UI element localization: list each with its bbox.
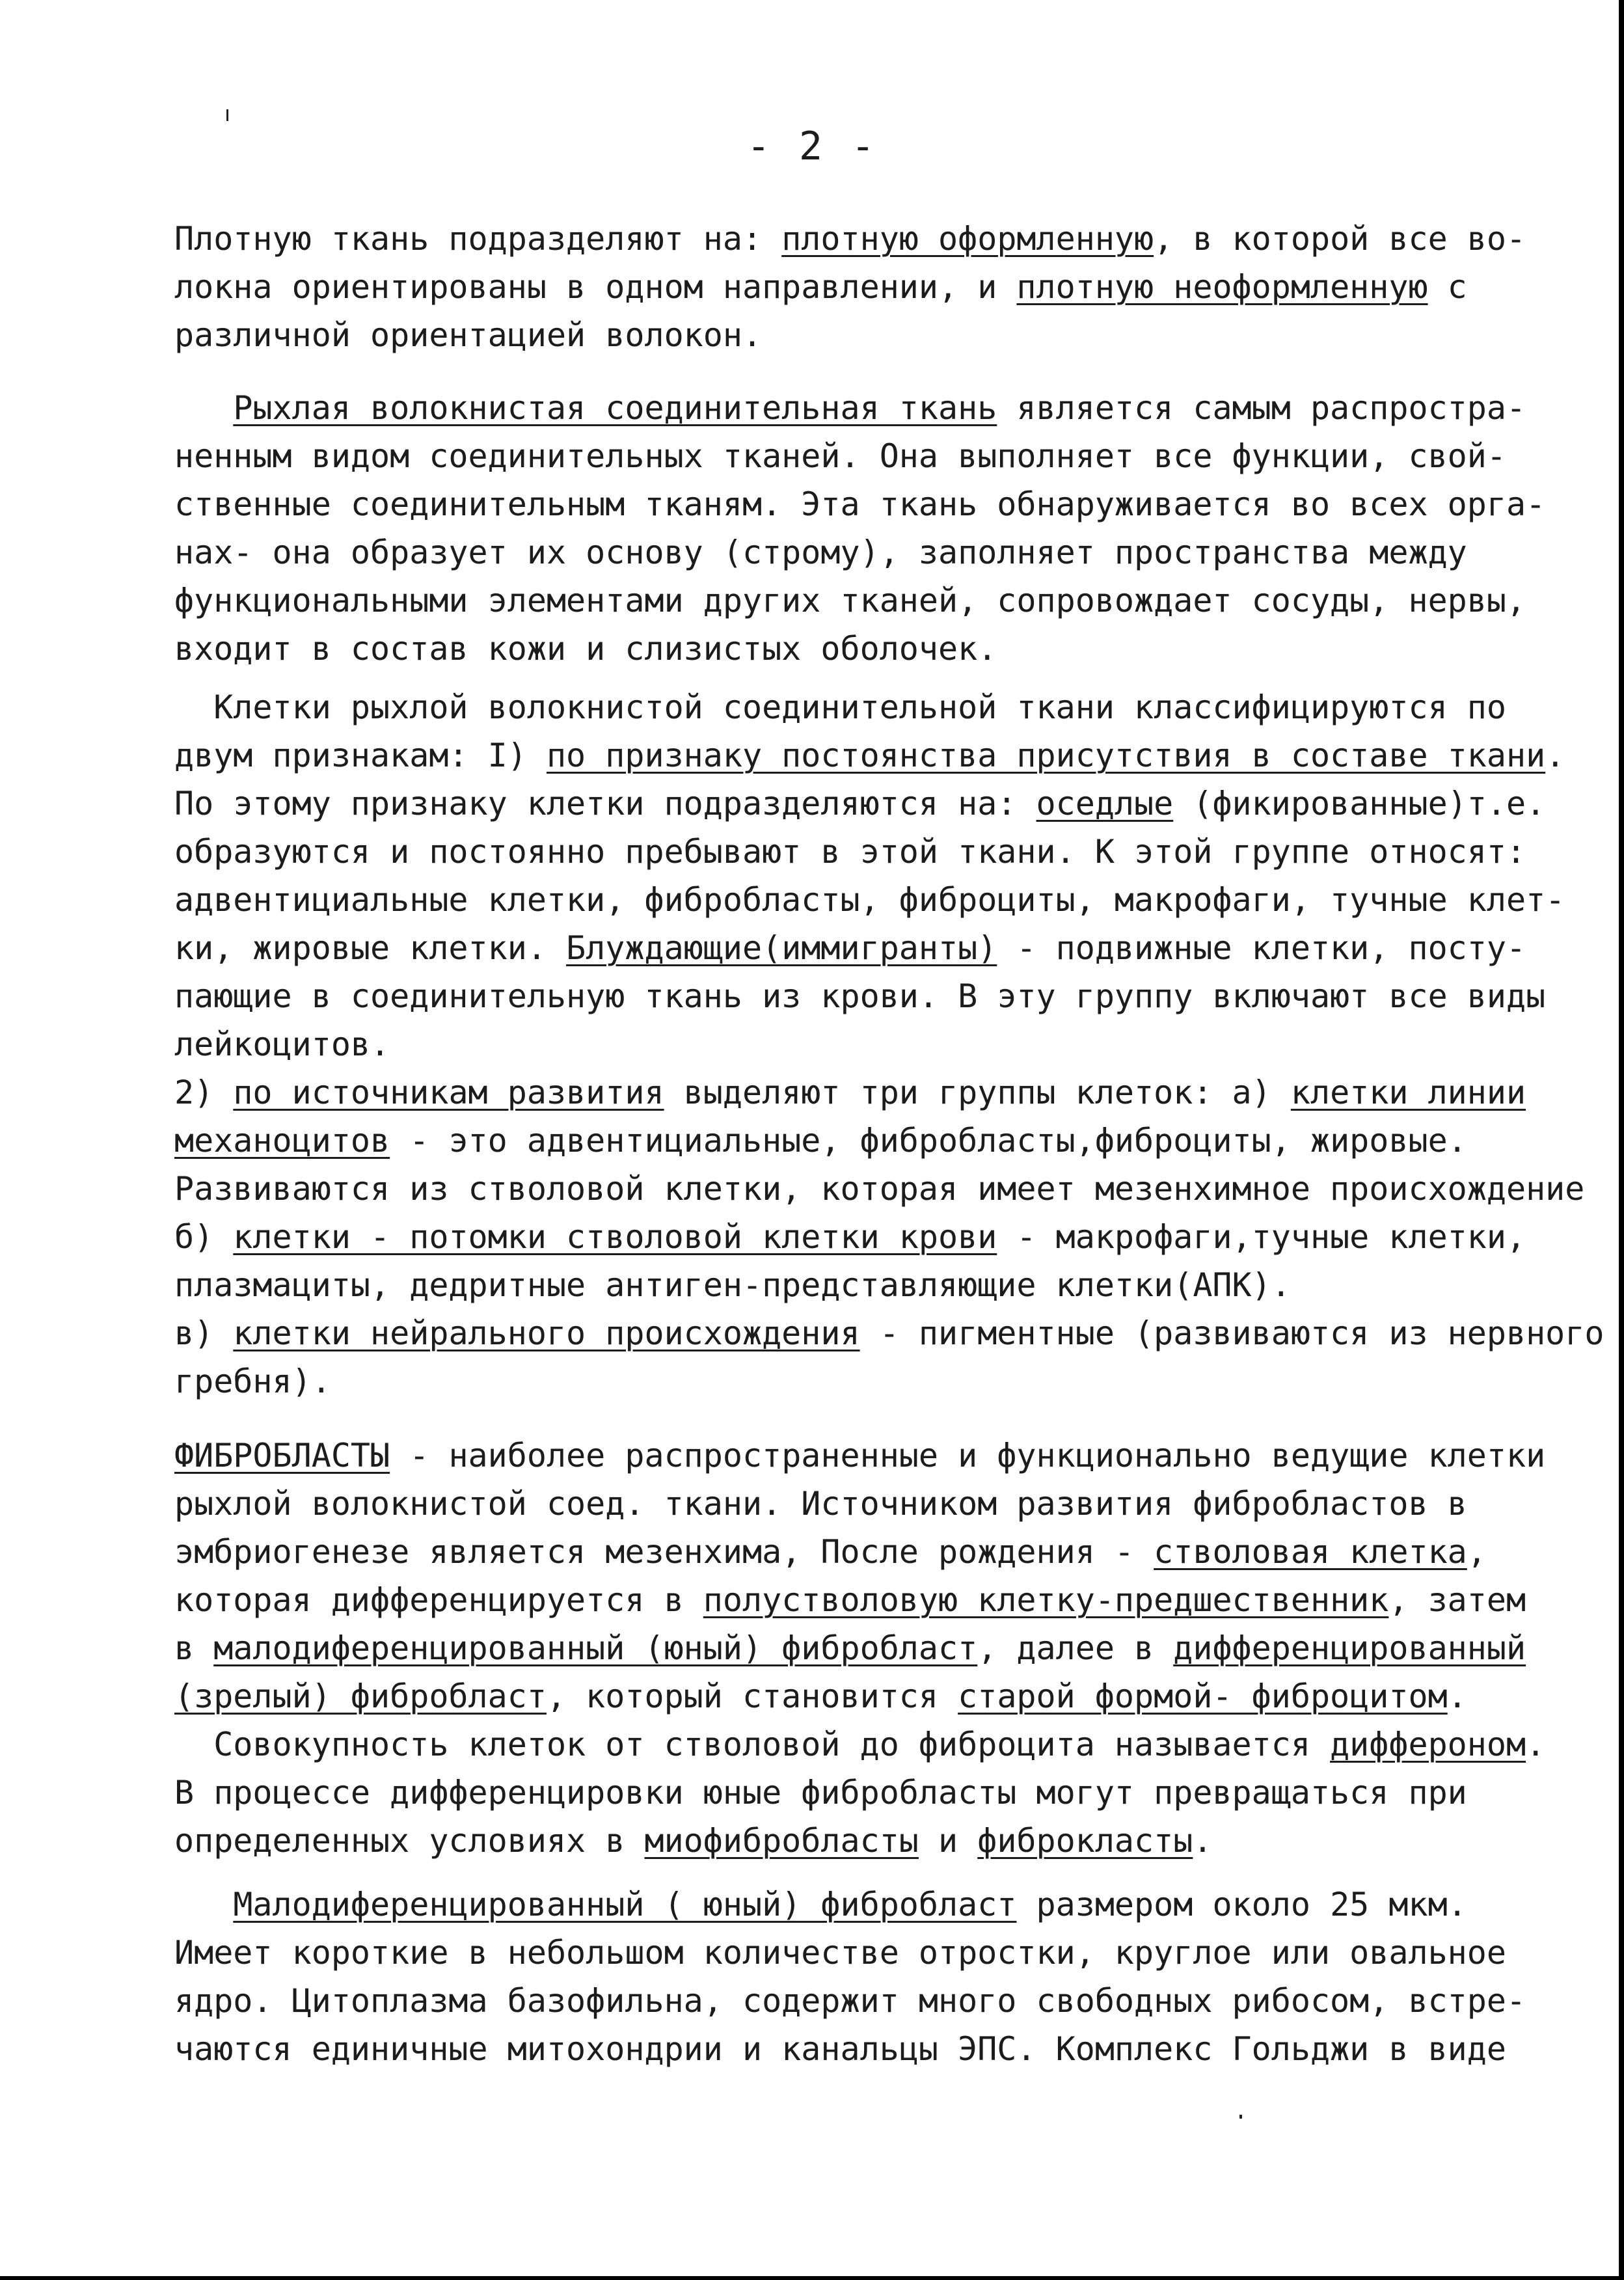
- text-line: [174, 625, 1606, 673]
- text-line: [174, 683, 1606, 731]
- text-run: Клетки рыхлой волокнистой соединительной ткани классифицируются по: [174, 688, 1506, 726]
- text-run: с: [1428, 268, 1467, 306]
- text-run: 2): [174, 1074, 234, 1111]
- text-run: входит в состав кожи и слизистых оболочек.: [174, 630, 997, 668]
- text-run: ки, жировые клетки.: [174, 929, 567, 967]
- text-line: [174, 1817, 1606, 1865]
- text-line: [174, 731, 1606, 780]
- text-run: .: [1447, 1677, 1467, 1715]
- text-run: лейкоцитов.: [174, 1025, 390, 1063]
- text-run: определенных условиях в: [174, 1822, 645, 1860]
- text-run: различной ориентацией волокон.: [174, 316, 763, 354]
- text-run: функциональными элементами других тканей, сопровождает сосуды, нервы,: [174, 582, 1526, 619]
- text-run: плазмациты, дедритные антиген-представляющие клетки(АПК).: [174, 1266, 1291, 1304]
- text-run: - пигментные (развиваются из нервного: [859, 1314, 1604, 1352]
- text-run: б): [174, 1218, 234, 1256]
- text-run: ,: [1467, 1533, 1487, 1571]
- underlined-term: плотную оформленную: [781, 220, 1154, 258]
- text-run: , далее в: [977, 1629, 1174, 1667]
- text-run: ненным видом соединительных тканей. Она выполняет все функции, свой-: [174, 437, 1506, 475]
- underlined-term: клетки нейрального происхождения: [233, 1314, 860, 1352]
- text-run: и: [918, 1822, 978, 1860]
- scan-edge-right: [1619, 0, 1624, 2280]
- paragraph: [174, 1432, 1606, 1865]
- text-run: образуются и постоянно пребывают в этой ткани. К этой группе относят:: [174, 833, 1526, 871]
- text-line: [174, 528, 1606, 577]
- text-line: [174, 263, 1606, 311]
- text-line: [174, 215, 1606, 263]
- text-run: рыхлой волокнистой соед. ткани. Источником развития фибробластов в: [174, 1485, 1467, 1523]
- text-line: [174, 1261, 1606, 1309]
- text-line: [174, 432, 1606, 480]
- text-run: , который становится: [546, 1677, 958, 1715]
- text-run: нах- она образует их основу (строму), заполняет пространства между: [174, 534, 1467, 571]
- text-run: выделяют три группы клеток: а): [664, 1074, 1291, 1111]
- underlined-term: клетки - потомки стволовой клетки крови: [233, 1218, 997, 1256]
- underlined-term: механоцитов: [174, 1122, 390, 1160]
- text-line: [174, 1309, 1606, 1357]
- underlined-term: клетки линии: [1290, 1074, 1526, 1111]
- text-line: [174, 1769, 1606, 1817]
- text-run: ядро. Цитоплазма базофильна, содержит много свободных рибосом, встре-: [174, 1982, 1526, 2020]
- underlined-term: плотную неоформленную: [1016, 268, 1428, 306]
- text-line: [174, 1528, 1606, 1576]
- text-line: [174, 1880, 1606, 1929]
- text-run: эмбриогенезе является мезенхима, После рождения -: [174, 1533, 1154, 1571]
- text-run: (фикированные)т.е.: [1173, 785, 1546, 822]
- text-run: - наиболее распространенные и функционально ведущие клетки: [390, 1437, 1546, 1474]
- underlined-term: старой формой- фиброцитом: [958, 1677, 1448, 1715]
- underlined-term: миофибробласты: [644, 1822, 919, 1860]
- text-line: [174, 1020, 1606, 1068]
- page-number: - 2 -: [746, 124, 878, 169]
- text-line: [174, 1480, 1606, 1528]
- text-run: [174, 1886, 233, 1923]
- text-line: [174, 972, 1606, 1020]
- text-run: пающие в соединительную ткань из крови. В эту группу включают все виды: [174, 977, 1546, 1015]
- text-line: [174, 1357, 1606, 1405]
- text-run: .: [1193, 1822, 1213, 1860]
- text-line: [174, 1432, 1606, 1480]
- text-run: - это адвентициальные, фибробласты,фиброциты, жировые.: [390, 1122, 1467, 1160]
- text-line: [174, 2025, 1606, 2073]
- text-run: которая дифференцируется в: [174, 1581, 703, 1619]
- text-run: в: [174, 1629, 214, 1667]
- text-line: [174, 1213, 1606, 1261]
- underlined-term: полустволовую клетку-предшественник: [703, 1581, 1389, 1619]
- text-line: [174, 1576, 1606, 1624]
- text-run: является самым распростра-: [997, 389, 1526, 427]
- text-run: .: [1526, 1726, 1546, 1763]
- text-run: гребня).: [174, 1363, 331, 1400]
- underlined-term: оседлые: [1036, 785, 1174, 822]
- text-line: [174, 1977, 1606, 2025]
- scan-speck: [226, 109, 228, 121]
- paragraph: [174, 683, 1606, 1405]
- text-run: , затем: [1388, 1581, 1526, 1619]
- underlined-term: малодиференцированный (юный) фибробласт: [213, 1629, 978, 1667]
- paragraph: [174, 1880, 1606, 2073]
- underlined-term: (зрелый) фибробласт: [174, 1677, 547, 1715]
- underlined-term: Рыхлая волокнистая соединительная ткань: [233, 389, 997, 427]
- text-line: [174, 577, 1606, 625]
- underlined-term: ФИБРОБЛАСТЫ: [174, 1437, 390, 1474]
- text-run: , в которой все во-: [1154, 220, 1526, 258]
- underlined-term: диффероном: [1330, 1726, 1526, 1763]
- scan-speck: [1239, 2115, 1242, 2119]
- text-line: [174, 1929, 1606, 1977]
- text-run: ственные соединительным тканям. Эта ткань обнаруживается во всех орга-: [174, 485, 1546, 523]
- text-line: [174, 384, 1606, 432]
- text-run: .: [1545, 737, 1565, 774]
- text-line: [174, 1672, 1606, 1720]
- text-line: [174, 480, 1606, 528]
- text-line: [174, 828, 1606, 876]
- text-run: чаются единичные митохондрии и канальцы ЭПС. Комплекс Гольджи в виде: [174, 2030, 1506, 2068]
- text-run: двум признакам: I): [174, 737, 547, 774]
- text-run: Имеет короткие в небольшом количестве отростки, круглое или овальное: [174, 1934, 1506, 1972]
- text-run: адвентициальные клетки, фибробласты, фиброциты, макрофаги, тучные клет-: [174, 881, 1565, 919]
- text-line: [174, 1068, 1606, 1117]
- text-line: [174, 876, 1606, 924]
- underlined-term: Блуждающие(иммигранты): [566, 929, 997, 967]
- text-run: размером около 25 мкм.: [1016, 1886, 1467, 1923]
- underlined-term: Малодиференцированный ( юный) фибробласт: [233, 1886, 1017, 1923]
- scan-edge-bottom: [0, 2276, 1624, 2280]
- text-run: В процессе дифференцировки юные фибробласты могут превращаться при: [174, 1774, 1467, 1812]
- underlined-term: стволовая клетка: [1154, 1533, 1467, 1571]
- text-line: [174, 1720, 1606, 1769]
- text-run: в): [174, 1314, 234, 1352]
- paragraph: [174, 384, 1606, 673]
- text-line: [174, 311, 1606, 359]
- underlined-term: по источникам развития: [233, 1074, 664, 1111]
- underlined-term: по признаку постоянства присутствия в составе ткани: [546, 737, 1546, 774]
- text-line: [174, 1117, 1606, 1165]
- text-run: По этому признаку клетки подразделяются на:: [174, 785, 1036, 822]
- text-run: Совокупность клеток от стволовой до фиброцита называется: [174, 1726, 1331, 1763]
- text-run: локна ориентированы в одном направлении, и: [174, 268, 1017, 306]
- text-line: [174, 924, 1606, 972]
- text-run: - подвижные клетки, посту-: [997, 929, 1526, 967]
- paragraph: [174, 215, 1606, 359]
- underlined-term: дифференцированный: [1173, 1629, 1526, 1667]
- text-line: [174, 1624, 1606, 1672]
- text-line: [174, 1165, 1606, 1213]
- text-line: [174, 780, 1606, 828]
- text-run: [174, 389, 233, 427]
- text-run: Плотную ткань подразделяют на:: [174, 220, 782, 258]
- text-run: - макрофаги,тучные клетки,: [997, 1218, 1526, 1256]
- text-run: Развиваются из стволовой клетки, которая имеет мезенхимное происхождение: [174, 1170, 1585, 1208]
- underlined-term: фиброкласты: [977, 1822, 1193, 1860]
